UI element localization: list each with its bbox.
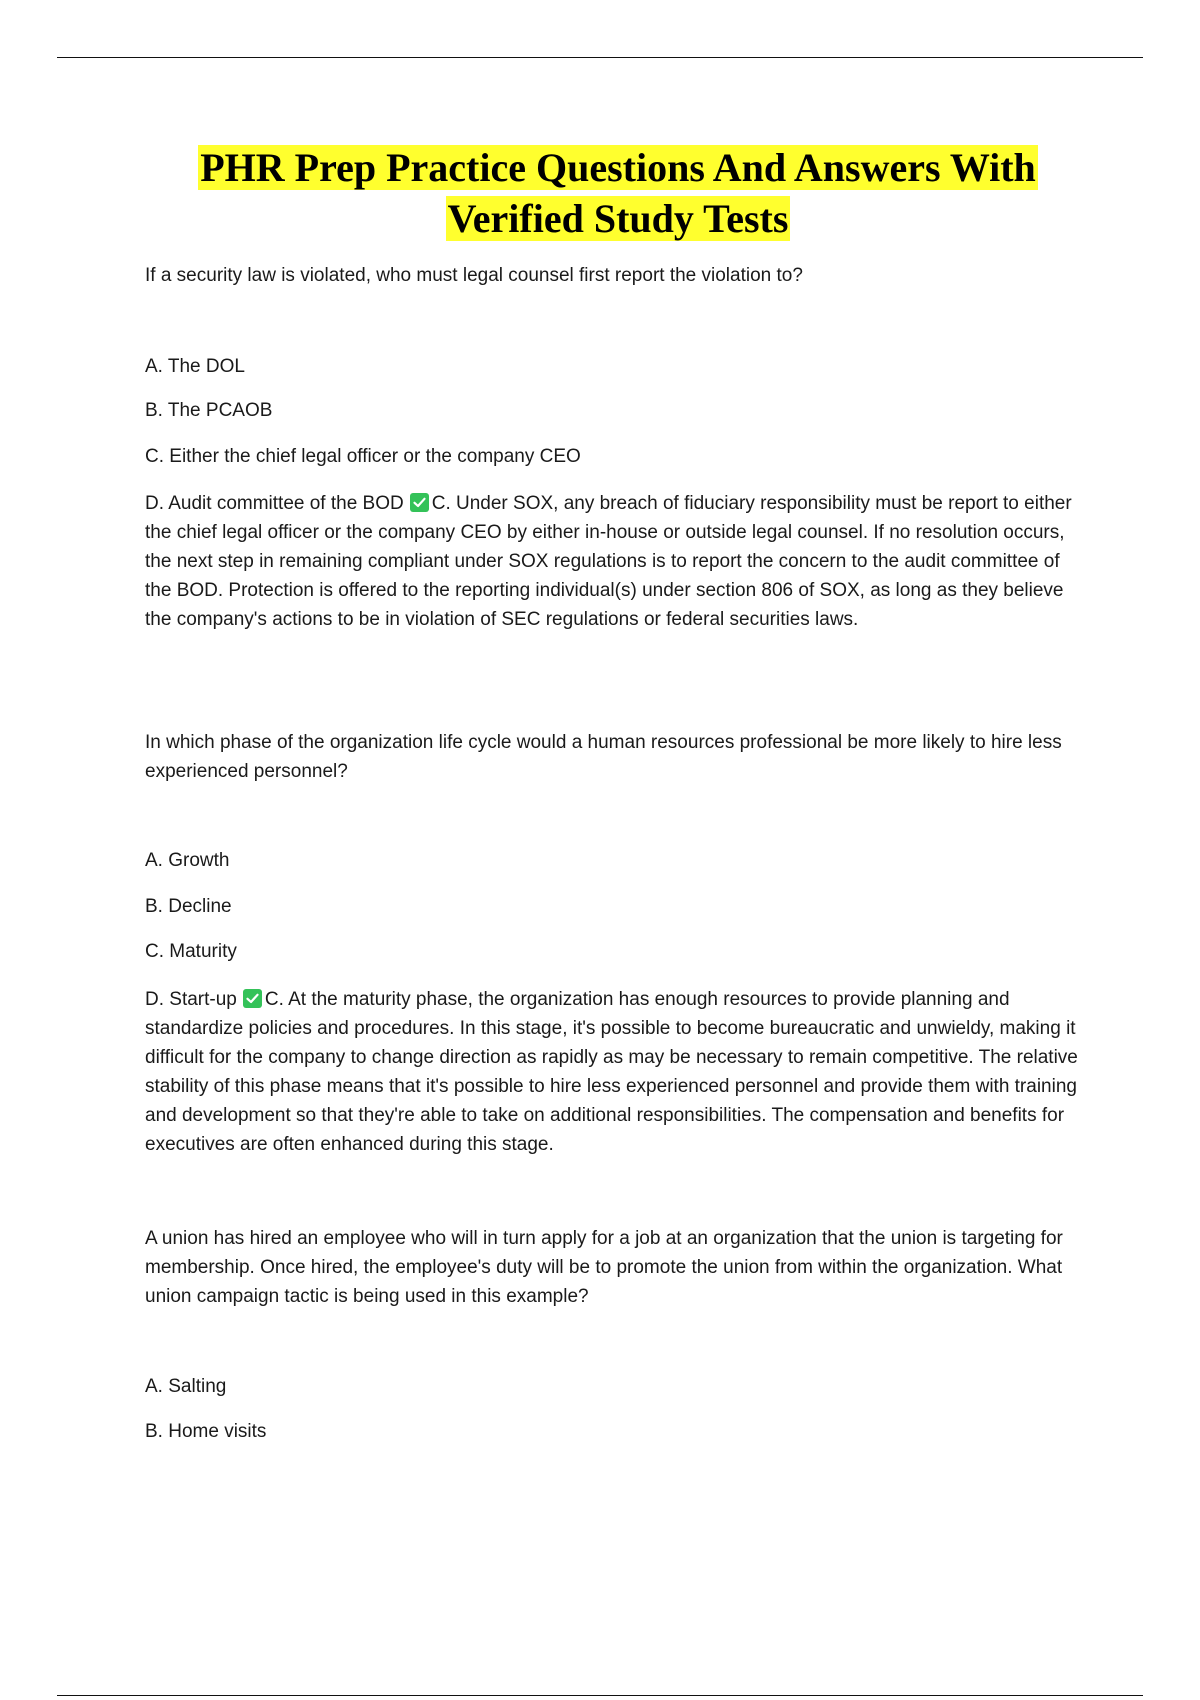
title-line-2: Verified Study Tests	[447, 196, 789, 241]
option-d: D. Start-up	[145, 989, 237, 1010]
question-2	[145, 728, 1090, 786]
check-mark-icon	[410, 493, 429, 512]
option-c: C. Maturity	[145, 941, 237, 962]
option-c: C. Either the chief legal officer or the company CEO	[145, 446, 581, 467]
question-3	[145, 1224, 1090, 1311]
question-text: In which phase of the organization life cycle would a human resources professional be more likely to hire less experienced personnel?	[145, 732, 1062, 782]
title-line-1: PHR Prep Practice Questions And Answers With	[200, 145, 1036, 190]
header-rule	[57, 57, 1143, 58]
question-1	[145, 261, 1090, 290]
document-title	[0, 142, 1200, 244]
answer-explanation: C. Under SOX, any breach of fiduciary responsibility must be report to either the chief legal officer or the company CEO by either in-house or outside legal counsel. If no resolution occurs, the next step in remaining compliant under SOX regulations is to report the concern to the audit committee of the BOD. Protection is offered to the reporting individual(s) under section 806 of SOX, as long as they believe the company's actions to be in violation of SEC regulations or federal securities laws.	[145, 493, 1072, 630]
option-a: A. Salting	[145, 1376, 227, 1397]
question-text: If a security law is violated, who must legal counsel first report the violation to?	[145, 265, 803, 286]
question-text: A union has hired an employee who will in turn apply for a job at an organization that the union is targeting for membership. Once hired, the employee's duty will be to promote the union from within the organization. What union campaign tactic is being used in this example?	[145, 1228, 1063, 1307]
option-a: A. The DOL	[145, 356, 245, 377]
option-d-with-answer	[145, 985, 1090, 1159]
option-d-with-answer	[145, 489, 1090, 634]
option-b: B. The PCAOB	[145, 400, 273, 421]
option-b: B. Home visits	[145, 1421, 267, 1442]
option-a: A. Growth	[145, 850, 230, 871]
footer-rule	[57, 1695, 1143, 1696]
check-mark-icon	[243, 989, 262, 1008]
answer-explanation: C. At the maturity phase, the organization has enough resources to provide planning and standardize policies and procedures. In this stage, it's possible to become bureaucratic and unwieldy, making it difficult for the company to change direction as rapidly as may be necessary to remain competitive. The relative stability of this phase means that it's possible to hire less experienced personnel and provide them with training and development so that they're able to take on additional responsibilities. The compensation and benefits for executives are often enhanced during this stage.	[145, 989, 1078, 1155]
option-b: B. Decline	[145, 896, 232, 917]
option-d: D. Audit committee of the BOD	[145, 493, 404, 514]
